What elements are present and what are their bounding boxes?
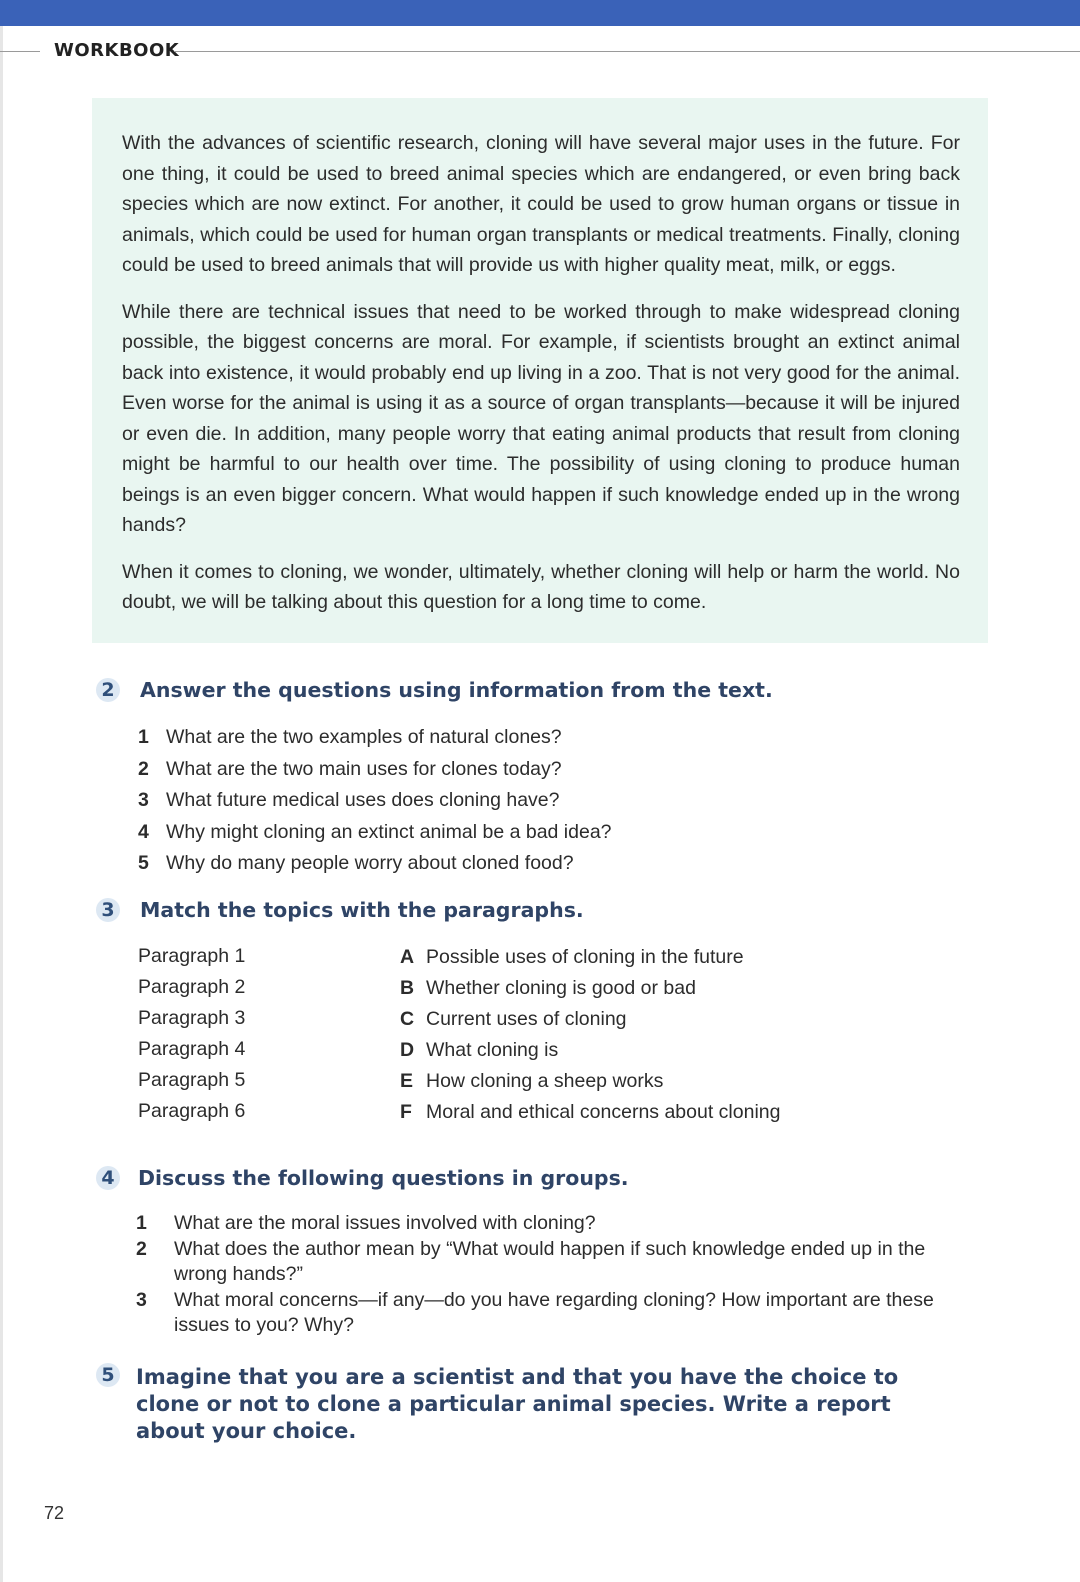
topic-item <box>400 1066 780 1097</box>
topic-letter: B <box>400 977 415 999</box>
topic-item <box>400 1035 780 1066</box>
section-title: Discuss the following questions in groups. <box>138 1166 629 1190</box>
topic-text: Current uses of cloning <box>426 1008 627 1030</box>
topic-text: Moral and ethical concerns about cloning <box>426 1101 781 1123</box>
discussion-item <box>136 1211 972 1236</box>
paragraph-column <box>138 941 245 1127</box>
section-number-badge: 2 <box>96 678 120 702</box>
paragraph-label: Paragraph 1 <box>138 945 246 967</box>
section-number-badge: 4 <box>96 1166 120 1190</box>
discussion-item <box>136 1237 972 1287</box>
topic-letter: F <box>400 1101 412 1123</box>
topic-letter: A <box>400 946 415 968</box>
header-title: WORKBOOK <box>54 40 180 61</box>
page-header <box>0 38 1080 64</box>
topic-column <box>400 942 780 1128</box>
topic-item <box>400 973 780 1004</box>
question-item <box>138 722 612 754</box>
topic-text: How cloning a sheep works <box>426 1070 664 1092</box>
question-item <box>138 785 612 817</box>
paragraph-label: Paragraph 5 <box>138 1069 246 1091</box>
topic-item <box>400 942 780 973</box>
reading-paragraph: With the advances of scientific research, cloning will have several major uses in the future. For one thing, it could be used to breed animal species which are endangered, or even bring back species which are now extinct. For another, it could be used to grow human organs or tissue in animals, which could be used for human organ transplants or medical treatments. Finally, cloning could be used to breed animals that will provide us with higher quality meat, milk, or eggs. <box>122 132 960 276</box>
discussion-number: 2 <box>136 1238 147 1260</box>
topic-item <box>400 1097 780 1128</box>
section-number-badge: 3 <box>96 898 120 922</box>
discussion-list <box>136 1211 972 1339</box>
topic-letter: C <box>400 1008 415 1030</box>
paragraph-label: Paragraph 2 <box>138 976 246 998</box>
header-rule-left <box>0 51 40 52</box>
discussion-text: What are the moral issues involved with cloning? <box>174 1212 596 1234</box>
question-number: 5 <box>138 852 149 874</box>
discussion-text: What does the author mean by “What would happen if such knowledge ended up in the wrong hands?” <box>174 1238 926 1285</box>
question-text: What are the two main uses for clones today? <box>166 757 562 780</box>
header-rule-right <box>174 51 1080 52</box>
page-edge-shadow <box>0 26 3 1582</box>
question-text: What future medical uses does cloning have? <box>166 789 560 811</box>
question-number: 3 <box>138 789 149 811</box>
question-text: What are the two examples of natural clones? <box>166 726 562 748</box>
page-number: 72 <box>44 1503 65 1523</box>
topic-letter: E <box>400 1070 414 1092</box>
topic-item <box>400 1004 780 1035</box>
question-number: 2 <box>138 757 149 780</box>
question-list <box>138 722 612 880</box>
topic-text: Whether cloning is good or bad <box>426 977 696 999</box>
question-item <box>138 754 612 786</box>
section-number-badge: 5 <box>96 1363 120 1387</box>
reading-passage <box>122 128 960 634</box>
question-item <box>138 817 612 849</box>
discussion-text: What moral concerns—if any—do you have regarding cloning? How important are these issues to you? Why? <box>174 1289 934 1336</box>
paragraph-label: Paragraph 3 <box>138 1007 246 1029</box>
discussion-number: 3 <box>136 1289 147 1311</box>
section-title: Answer the questions using information from the text. <box>140 678 773 702</box>
top-color-band <box>0 0 1080 26</box>
topic-text: Possible uses of cloning in the future <box>426 946 744 968</box>
question-text: Why do many people worry about cloned food? <box>166 852 574 874</box>
topic-letter: D <box>400 1039 415 1061</box>
question-number: 1 <box>138 726 149 748</box>
section-title: Match the topics with the paragraphs. <box>140 898 584 922</box>
paragraph-label: Paragraph 4 <box>138 1038 246 1060</box>
question-item <box>138 848 612 880</box>
question-number: 4 <box>138 820 149 843</box>
discussion-item <box>136 1288 972 1338</box>
reading-paragraph: When it comes to cloning, we wonder, ultimately, whether cloning will help or harm the world. No doubt, we will be talking about this question for a long time to come. <box>122 560 960 613</box>
reading-paragraph: While there are technical issues that need to be worked through to make widespread cloning possible, the biggest concerns are moral. For example, if scientists brought an extinct animal back into existence, it would probably end up living in a zoo. That is not very good for the animal. Even worse for the animal is using it as a source of organ transplants—because it will be injured or even die. In addition, many people worry that eating animal products that result from cloning might be harmful to our health over time. The possibility of using cloning to produce human beings is an even bigger concern. What would happen if such knowledge ended up in the wrong hands? <box>122 300 960 536</box>
discussion-number: 1 <box>136 1212 147 1234</box>
reading-passage-box <box>92 98 988 643</box>
question-text: Why might cloning an extinct animal be a bad idea? <box>166 820 612 843</box>
topic-text: What cloning is <box>426 1039 559 1061</box>
paragraph-label: Paragraph 6 <box>138 1100 246 1122</box>
section-title: Imagine that you are a scientist and that you have the choice to clone or not to clone a particular animal species. Write a report about your choice. <box>136 1365 899 1443</box>
